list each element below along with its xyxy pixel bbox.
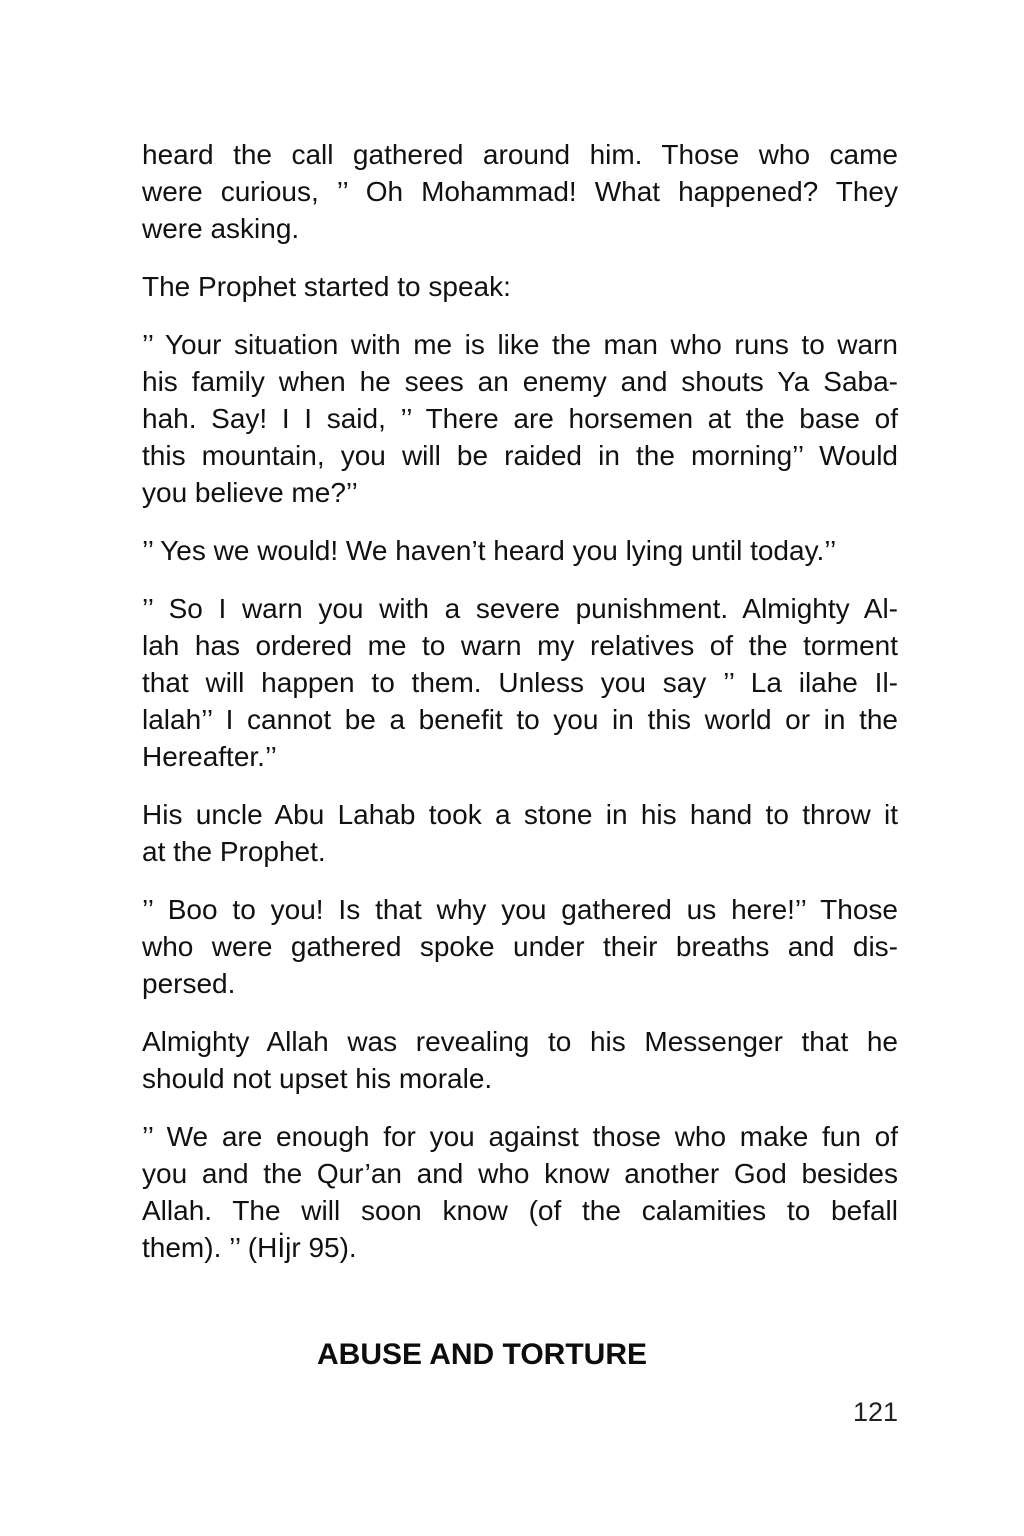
text-line: hah. Say! I I said, ’’ There are horsemen at the base of [142,403,898,434]
text-line: heard the call gathered around him. Those who came [142,139,898,170]
text-line: ’’ We are enough for you against those who make fun of [142,1121,898,1152]
text-line: you and the Qur’an and who know another God besides [142,1158,898,1189]
text-line: The Prophet started to speak: [142,271,511,302]
text-line: them). ’’ (Hİjr 95). [142,1232,357,1263]
text-line: Hereafter.’’ [142,741,277,772]
text-line: Almighty Allah was revealing to his Messenger that he [142,1026,898,1057]
paragraph [142,532,898,569]
paragraph [142,1118,898,1266]
text-line: that will happen to them. Unless you say ’’ La ilahe Il- [142,667,898,698]
paragraph [142,891,898,1002]
text-line: lah has ordered me to warn my relatives of the torment [142,630,898,661]
text-line: ’’ Yes we would! We haven’t heard you lying until today.’’ [142,535,837,566]
text-line: were asking. [142,213,300,244]
text-line: should not upset his morale. [142,1063,493,1094]
paragraph [142,796,898,870]
text-column [142,136,898,1287]
paragraph [142,268,898,305]
text-line: at the Prophet. [142,836,326,867]
text-line: Allah. The will soon know (of the calamities to befall [142,1195,898,1226]
paragraph [142,326,898,511]
text-line: ’’ So I warn you with a severe punishment. Almighty Al- [142,593,898,624]
text-line: his family when he sees an enemy and shouts Ya Saba- [142,366,898,397]
text-line: you believe me?’’ [142,477,358,508]
text-line: ’’ Boo to you! Is that why you gathered us here!’’ Those [142,894,898,925]
text-line: this mountain, you will be raided in the morning’’ Would [142,440,898,471]
page-number: 121 [852,1397,898,1427]
section-heading: ABUSE AND TORTURE [316,1338,647,1371]
paragraph [142,1023,898,1097]
text-line: who were gathered spoke under their breaths and dis- [142,931,898,962]
text-line: His uncle Abu Lahab took a stone in his hand to throw it [142,799,898,830]
text-line: ’’ Your situation with me is like the man who runs to warn [142,329,898,360]
paragraph [142,590,898,775]
text-line: lalah’’ I cannot be a benefit to you in this world or in the [142,704,898,735]
text-line: were curious, ’’ Oh Mohammad! What happened? They [142,176,898,207]
paragraph [142,136,898,247]
text-line: persed. [142,968,236,999]
